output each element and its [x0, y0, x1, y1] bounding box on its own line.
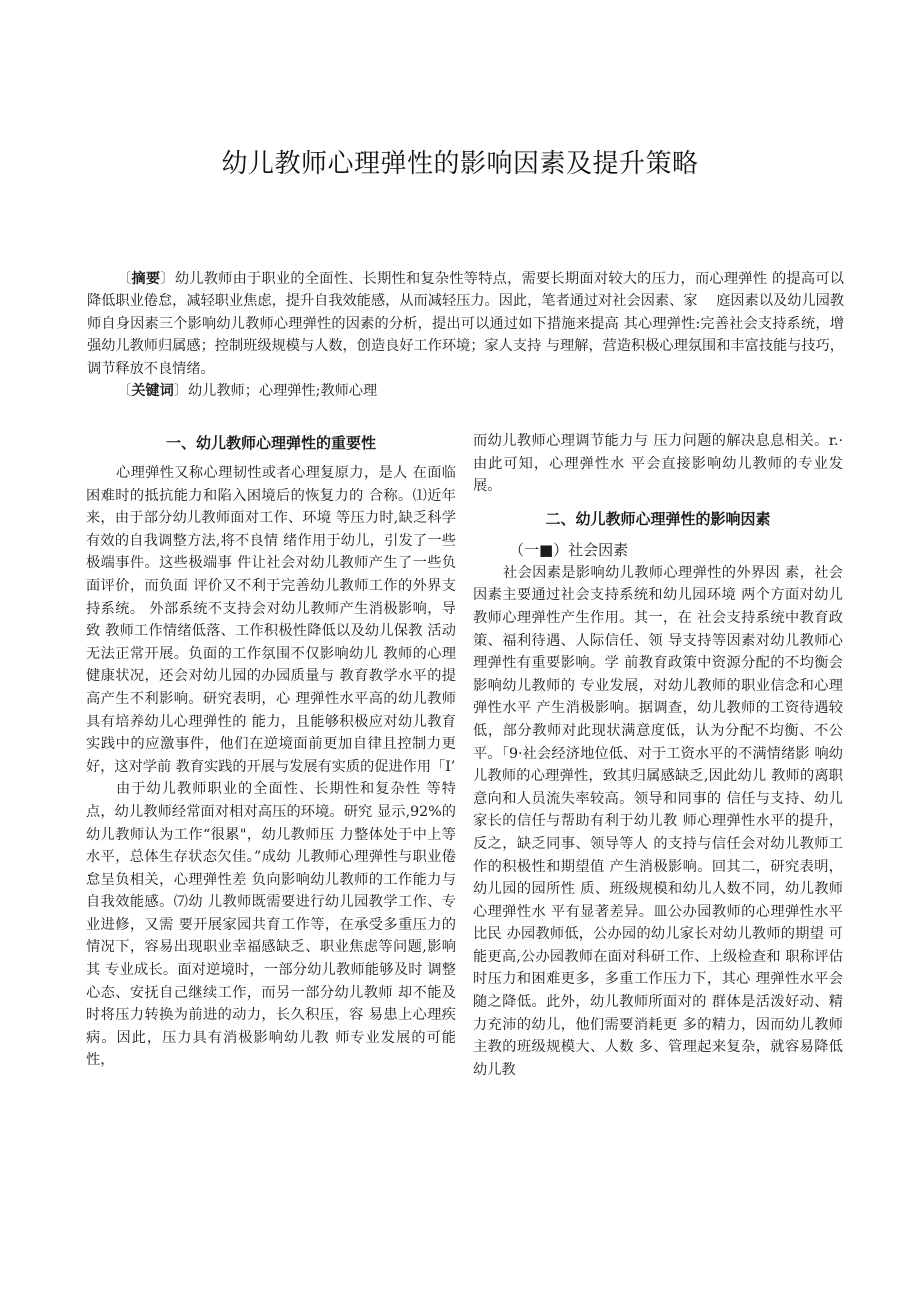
- section-1-paragraph-2: 由于幼儿教师职业的全面性、长期性和复杂性 等特点，幼儿教师经常面对相对高压的环境。研究 显示,92%的幼儿教师认为工作“很累"，幼儿教师压 力整体处于中上等水平，总体生存状态欠佳。”成幼 儿教师心理弹性与职业倦怠呈负相关，心理弹性差 负向影响幼儿教师的工作能力与自我效能感。⑺幼 儿教师既需要进行幼儿园教学工作、专业进修，又需 要开展家园共育工作等，在承受多重压力的情况下，容易出现职业幸福感缺乏、职业焦虑等问题,影响其 专业成长。面对逆境时，一部分幼儿教师能够及时 调整心态、安抚自己继续工作，而另一部分幼儿教师 却不能及时将压力转换为前进的动力，长久积压，容 易患上心理疾病。因此，压力具有消极影响幼儿教 师专业发展的可能性，: [86, 781, 456, 1069]
- article-title: 幼儿教师心理弹性的影响因素及提升策略: [221, 149, 699, 179]
- section-1-heading: 一、幼儿教师心理弹性的重要性: [165, 434, 376, 452]
- abstract-bracket-open: 〔: [117, 271, 132, 287]
- keywords-paragraph: [87, 380, 844, 402]
- subsection-heading-social-factors: （一■）社会因素: [509, 540, 629, 559]
- right-column: [473, 430, 843, 1081]
- section-1-paragraph-1: 心理弹性又称心理韧性或者心理复原力，是人 在面临困难时的抵抗能力和陷入困境后的恢复力的 合称。⑴近年来，由于部分幼儿教师面对工作、环境 等压力时,缺乏科学有效的自我调整方法,将不良情 绪作用于幼儿，引发了一些极端事件。这些极端事 件让社会对幼儿教师产生了一些负面评价，而负面 评价又不利于完善幼儿教师工作的外界支持系统。 外部系统不支持会对幼儿教师产生消极影响，导致 教师工作情绪低落、工作积极性降低以及幼儿保教 活动无法正常开展。负面的工作氛围不仅影响幼儿 教师的心理健康状况，还会对幼儿园的办园质量与 教育教学水平的提高产生不利影响。研究表明，心 理弹性水平高的幼儿教师具有培养幼儿心理弹性的 能力，且能够积极应对幼儿教育实践中的应激事件，他们在逆境面前更加自律且控制力更好，这对学前 教育实践的开展与发展有实质的促进作用「I’: [86, 465, 456, 775]
- abstract-block: [87, 268, 844, 402]
- keywords-text: 幼儿教师；心理弹性;教师心理: [187, 383, 378, 400]
- section-2-paragraph-1: 社会因素是影响幼儿教师心理弹性的外界因 素，社会因素主要通过社会支持系统和幼儿园环境 两个方面对幼儿教师心理弹性产生作用。其一，在 社会支持系统中教育政策、福利待遇、人际信任、领 导支持等因素对幼儿教师心理弹性有重要影响。学 前教育政策中资源分配的不均衡会影响幼儿教师的 专业发展，对幼儿教师的职业信念和心理弹性水平 产生消极影响。据调查，幼儿教师的工资待遇较低，部分教师对此现状满意度低，认为分配不均衡、不公 平。「9·社会经济地位低、对于工资水平的不满情绪影 响幼儿教师的心理弹性，致其归属感缺乏,因此幼儿 教师的离职意向和人员流失率较高。领导和同事的 信任与支持、幼儿家长的信任与帮助有利于幼儿教 师心理弹性水平的提升，反之，缺乏同事、领导等人 的支持与信任会对幼儿教师工作的积极性和期望值 产生消极影响。回其二，研究表明，幼儿园的园所性 质、班级规模和幼儿人数不同，幼儿教师心理弹性水 平有显著差异。皿公办园教师的心理弹性水平比民 办园教师低，公办园的幼儿家长对幼儿教师的期望 可能更高,公办园教师在面对科研工作、上级检查和 职称评估时压力和困难更多，多重工作压力下，其心 理弹性水平会随之降低。此外，幼儿教师所面对的 群体是活泼好动、精力充沛的幼儿，他们需要消耗更 多的精力，因而幼儿教师主教的班级规模大、人数 多、管理起来复杂，就容易降低幼儿教: [473, 564, 843, 1078]
- keywords-bracket-open: 〔: [117, 383, 132, 400]
- abstract-paragraph: [87, 268, 844, 380]
- abstract-label: 摘要: [131, 271, 161, 287]
- keywords-bracket-close: 〕: [173, 383, 188, 400]
- keywords-label: 关键词: [131, 383, 174, 400]
- left-column: [86, 430, 456, 1072]
- abstract-text: 幼儿教师由于职业的全面性、长期性和复杂性等特点，需要长期面对较大的压力，而心理弹性 的提高可以降低职业倦怠，减轻职业焦虑，提升自我效能感，从而减轻压力。因此，笔者通过对社会因素、家 庭因素以及幼儿园教师自身因素三个影响幼儿教师心理弹性的因素的分析，提出可以通过如下措施来提高 其心理弹性:完善社会支持系统，增强幼儿教师归属感；控制班级规模与人数，创造良好工作环境；家人支持 与理解，营造积极心理氛围和丰富技能与技巧，调节释放不良情绪。: [87, 271, 844, 377]
- abstract-bracket-close: 〕: [160, 271, 175, 287]
- section-2-heading: 二、幼儿教师心理弹性的影响因素: [545, 509, 771, 528]
- section-1-continuation: 而幼儿教师心理调节能力与 压力问题的解决息息相关。r.·由此可知，心理弹性水 平会直接影响幼儿教师的专业发展。: [473, 433, 843, 495]
